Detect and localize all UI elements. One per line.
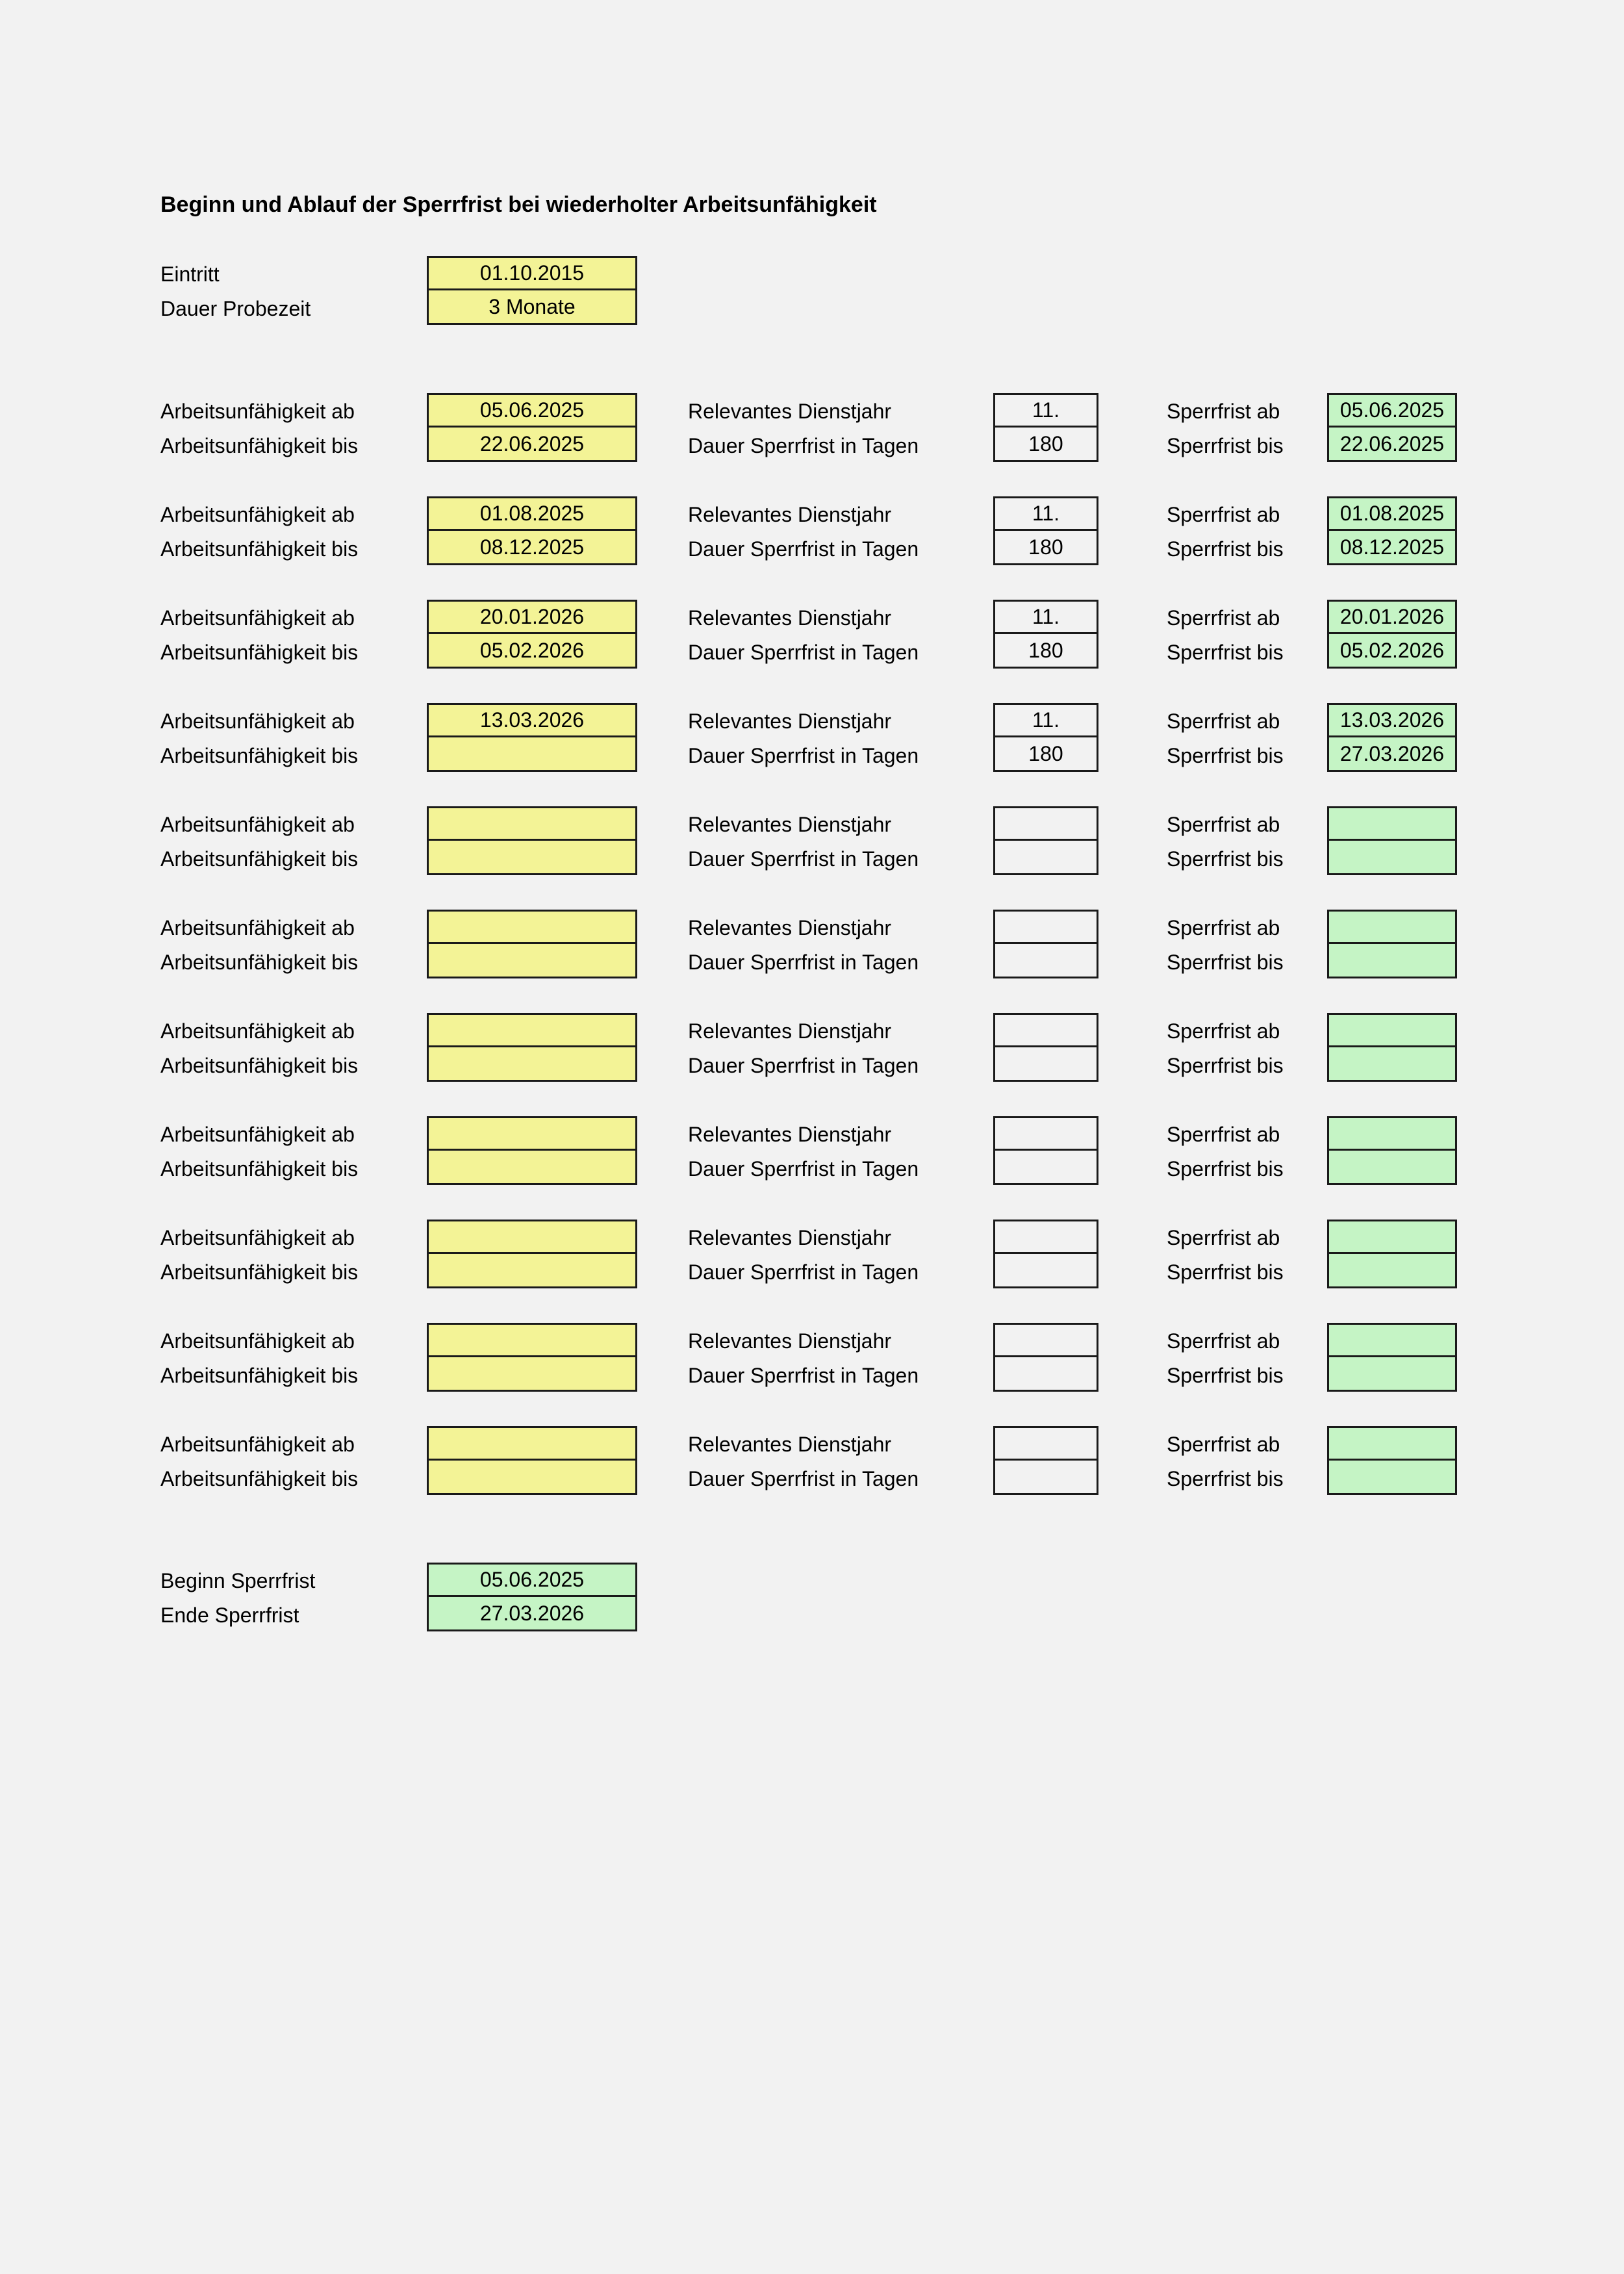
probezeit-label: Dauer Probezeit <box>160 297 311 320</box>
arbeitsunfaehigkeit-ab-label: Arbeitsunfähigkeit ab <box>160 813 355 836</box>
relevantes-dienstjahr-value: 11. <box>993 703 1098 737</box>
relevantes-dienstjahr-label: Relevantes Dienstjahr <box>688 709 892 733</box>
dauer-sperrfrist-label: Dauer Sperrfrist in Tagen <box>688 1260 919 1284</box>
beginn-sperrfrist-label: Beginn Sperrfrist <box>160 1569 316 1592</box>
sperrfrist-ab-label: Sperrfrist ab <box>1167 1329 1280 1353</box>
dauer-sperrfrist-value <box>993 1047 1098 1082</box>
sperrfrist-ab-value: 05.06.2025 <box>1327 393 1457 428</box>
arbeitsunfaehigkeit-bis-label: Arbeitsunfähigkeit bis <box>160 641 359 664</box>
dauer-sperrfrist-label: Dauer Sperrfrist in Tagen <box>688 641 919 664</box>
relevantes-dienstjahr-label: Relevantes Dienstjahr <box>688 1329 892 1353</box>
arbeitsunfaehigkeit-ab-label: Arbeitsunfähigkeit ab <box>160 1226 355 1249</box>
relevantes-dienstjahr-value <box>993 1220 1098 1254</box>
dauer-sperrfrist-value <box>993 1461 1098 1495</box>
sperrfrist-bis-value <box>1327 1151 1457 1185</box>
dauer-sperrfrist-value: 180 <box>993 634 1098 669</box>
arbeitsunfaehigkeit-ab-field[interactable] <box>427 1013 637 1047</box>
dauer-sperrfrist-value: 180 <box>993 428 1098 462</box>
sperrfrist-bis-label: Sperrfrist bis <box>1167 537 1284 561</box>
arbeitsunfaehigkeit-ab-field[interactable]: 13.03.2026 <box>427 703 637 737</box>
eintritt-field[interactable]: 01.10.2015 <box>427 256 637 290</box>
relevantes-dienstjahr-label: Relevantes Dienstjahr <box>688 916 892 939</box>
sperrfrist-ab-label: Sperrfrist ab <box>1167 1226 1280 1249</box>
ende-sperrfrist-label: Ende Sperrfrist <box>160 1603 299 1627</box>
arbeitsunfaehigkeit-ab-label: Arbeitsunfähigkeit ab <box>160 1019 355 1043</box>
sperrfrist-bis-value: 08.12.2025 <box>1327 531 1457 565</box>
sperrfrist-ab-label: Sperrfrist ab <box>1167 709 1280 733</box>
arbeitsunfaehigkeit-bis-field[interactable] <box>427 1254 637 1288</box>
dauer-sperrfrist-value <box>993 841 1098 875</box>
sperrfrist-ab-value <box>1327 1220 1457 1254</box>
arbeitsunfaehigkeit-bis-field[interactable] <box>427 944 637 978</box>
dauer-sperrfrist-value <box>993 1151 1098 1185</box>
relevantes-dienstjahr-label: Relevantes Dienstjahr <box>688 813 892 836</box>
sperrfrist-bis-label: Sperrfrist bis <box>1167 1364 1284 1387</box>
arbeitsunfaehigkeit-ab-label: Arbeitsunfähigkeit ab <box>160 400 355 423</box>
sperrfrist-ab-value <box>1327 806 1457 841</box>
sperrfrist-ab-value: 20.01.2026 <box>1327 600 1457 634</box>
arbeitsunfaehigkeit-bis-field[interactable] <box>427 1151 637 1185</box>
sperrfrist-bis-value: 05.02.2026 <box>1327 634 1457 669</box>
sperrfrist-ab-value <box>1327 1426 1457 1461</box>
sperrfrist-ab-label: Sperrfrist ab <box>1167 1123 1280 1146</box>
dauer-sperrfrist-value <box>993 1254 1098 1288</box>
dauer-sperrfrist-value: 180 <box>993 531 1098 565</box>
sperrfrist-ab-value: 13.03.2026 <box>1327 703 1457 737</box>
relevantes-dienstjahr-value: 11. <box>993 393 1098 428</box>
dauer-sperrfrist-label: Dauer Sperrfrist in Tagen <box>688 1364 919 1387</box>
sperrfrist-bis-label: Sperrfrist bis <box>1167 951 1284 974</box>
sperrfrist-ab-label: Sperrfrist ab <box>1167 606 1280 630</box>
relevantes-dienstjahr-label: Relevantes Dienstjahr <box>688 503 892 526</box>
sperrfrist-bis-label: Sperrfrist bis <box>1167 1260 1284 1284</box>
sperrfrist-bis-value <box>1327 1461 1457 1495</box>
sperrfrist-bis-label: Sperrfrist bis <box>1167 1054 1284 1077</box>
arbeitsunfaehigkeit-bis-field[interactable]: 08.12.2025 <box>427 531 637 565</box>
sperrfrist-ab-label: Sperrfrist ab <box>1167 1433 1280 1456</box>
dauer-sperrfrist-label: Dauer Sperrfrist in Tagen <box>688 1157 919 1181</box>
relevantes-dienstjahr-label: Relevantes Dienstjahr <box>688 606 892 630</box>
relevantes-dienstjahr-value <box>993 910 1098 944</box>
arbeitsunfaehigkeit-ab-label: Arbeitsunfähigkeit ab <box>160 709 355 733</box>
arbeitsunfaehigkeit-bis-label: Arbeitsunfähigkeit bis <box>160 847 359 871</box>
relevantes-dienstjahr-value <box>993 806 1098 841</box>
sperrfrist-ab-value <box>1327 1116 1457 1151</box>
dauer-sperrfrist-value: 180 <box>993 737 1098 772</box>
ende-sperrfrist-value: 27.03.2026 <box>427 1597 637 1631</box>
dauer-sperrfrist-label: Dauer Sperrfrist in Tagen <box>688 1467 919 1490</box>
sperrfrist-bis-label: Sperrfrist bis <box>1167 744 1284 767</box>
arbeitsunfaehigkeit-ab-label: Arbeitsunfähigkeit ab <box>160 1433 355 1456</box>
dauer-sperrfrist-label: Dauer Sperrfrist in Tagen <box>688 434 919 457</box>
dauer-sperrfrist-label: Dauer Sperrfrist in Tagen <box>688 847 919 871</box>
arbeitsunfaehigkeit-ab-field[interactable] <box>427 1323 637 1357</box>
arbeitsunfaehigkeit-ab-field[interactable] <box>427 1220 637 1254</box>
relevantes-dienstjahr-value <box>993 1426 1098 1461</box>
arbeitsunfaehigkeit-bis-field[interactable] <box>427 737 637 772</box>
sperrfrist-ab-value: 01.08.2025 <box>1327 496 1457 531</box>
sperrfrist-bis-value: 22.06.2025 <box>1327 428 1457 462</box>
arbeitsunfaehigkeit-bis-label: Arbeitsunfähigkeit bis <box>160 434 359 457</box>
arbeitsunfaehigkeit-bis-field[interactable] <box>427 841 637 875</box>
arbeitsunfaehigkeit-bis-label: Arbeitsunfähigkeit bis <box>160 1364 359 1387</box>
arbeitsunfaehigkeit-ab-label: Arbeitsunfähigkeit ab <box>160 1329 355 1353</box>
arbeitsunfaehigkeit-ab-field[interactable]: 05.06.2025 <box>427 393 637 428</box>
arbeitsunfaehigkeit-ab-label: Arbeitsunfähigkeit ab <box>160 606 355 630</box>
sperrfrist-ab-value <box>1327 1013 1457 1047</box>
arbeitsunfaehigkeit-bis-field[interactable] <box>427 1357 637 1392</box>
arbeitsunfaehigkeit-ab-label: Arbeitsunfähigkeit ab <box>160 503 355 526</box>
dauer-sperrfrist-label: Dauer Sperrfrist in Tagen <box>688 744 919 767</box>
arbeitsunfaehigkeit-bis-label: Arbeitsunfähigkeit bis <box>160 1054 359 1077</box>
sperrfrist-ab-label: Sperrfrist ab <box>1167 400 1280 423</box>
page-title: Beginn und Ablauf der Sperrfrist bei wiederholter Arbeitsunfähigkeit <box>160 192 877 217</box>
arbeitsunfaehigkeit-ab-field[interactable]: 01.08.2025 <box>427 496 637 531</box>
arbeitsunfaehigkeit-bis-label: Arbeitsunfähigkeit bis <box>160 537 359 561</box>
arbeitsunfaehigkeit-bis-label: Arbeitsunfähigkeit bis <box>160 951 359 974</box>
sperrfrist-ab-label: Sperrfrist ab <box>1167 813 1280 836</box>
arbeitsunfaehigkeit-bis-field[interactable] <box>427 1047 637 1082</box>
relevantes-dienstjahr-label: Relevantes Dienstjahr <box>688 1019 892 1043</box>
sperrfrist-ab-value <box>1327 1323 1457 1357</box>
arbeitsunfaehigkeit-bis-label: Arbeitsunfähigkeit bis <box>160 744 359 767</box>
sperrfrist-bis-label: Sperrfrist bis <box>1167 1157 1284 1181</box>
arbeitsunfaehigkeit-ab-field[interactable] <box>427 806 637 841</box>
relevantes-dienstjahr-label: Relevantes Dienstjahr <box>688 400 892 423</box>
relevantes-dienstjahr-label: Relevantes Dienstjahr <box>688 1433 892 1456</box>
relevantes-dienstjahr-label: Relevantes Dienstjahr <box>688 1123 892 1146</box>
dauer-sperrfrist-value <box>993 1357 1098 1392</box>
sperrfrist-bis-label: Sperrfrist bis <box>1167 434 1284 457</box>
sperrfrist-ab-label: Sperrfrist ab <box>1167 1019 1280 1043</box>
arbeitsunfaehigkeit-ab-label: Arbeitsunfähigkeit ab <box>160 1123 355 1146</box>
arbeitsunfaehigkeit-ab-field[interactable] <box>427 1426 637 1461</box>
arbeitsunfaehigkeit-bis-label: Arbeitsunfähigkeit bis <box>160 1157 359 1181</box>
sperrfrist-bis-value <box>1327 1357 1457 1392</box>
sperrfrist-bis-label: Sperrfrist bis <box>1167 641 1284 664</box>
relevantes-dienstjahr-value <box>993 1323 1098 1357</box>
arbeitsunfaehigkeit-bis-label: Arbeitsunfähigkeit bis <box>160 1467 359 1490</box>
dauer-sperrfrist-label: Dauer Sperrfrist in Tagen <box>688 537 919 561</box>
relevantes-dienstjahr-value <box>993 1013 1098 1047</box>
relevantes-dienstjahr-value <box>993 1116 1098 1151</box>
arbeitsunfaehigkeit-ab-field[interactable] <box>427 1116 637 1151</box>
relevantes-dienstjahr-label: Relevantes Dienstjahr <box>688 1226 892 1249</box>
arbeitsunfaehigkeit-ab-field[interactable] <box>427 910 637 944</box>
sperrfrist-bis-label: Sperrfrist bis <box>1167 847 1284 871</box>
arbeitsunfaehigkeit-ab-label: Arbeitsunfähigkeit ab <box>160 916 355 939</box>
sperrfrist-bis-value <box>1327 944 1457 978</box>
arbeitsunfaehigkeit-bis-field[interactable]: 22.06.2025 <box>427 428 637 462</box>
eintritt-label: Eintritt <box>160 262 220 286</box>
sperrfrist-ab-value <box>1327 910 1457 944</box>
arbeitsunfaehigkeit-bis-field[interactable]: 05.02.2026 <box>427 634 637 669</box>
arbeitsunfaehigkeit-ab-field[interactable]: 20.01.2026 <box>427 600 637 634</box>
arbeitsunfaehigkeit-bis-label: Arbeitsunfähigkeit bis <box>160 1260 359 1284</box>
sperrfrist-bis-value <box>1327 1254 1457 1288</box>
sperrfrist-ab-label: Sperrfrist ab <box>1167 916 1280 939</box>
dauer-sperrfrist-label: Dauer Sperrfrist in Tagen <box>688 951 919 974</box>
dauer-sperrfrist-label: Dauer Sperrfrist in Tagen <box>688 1054 919 1077</box>
arbeitsunfaehigkeit-bis-field[interactable] <box>427 1461 637 1495</box>
sperrfrist-bis-value: 27.03.2026 <box>1327 737 1457 772</box>
probezeit-field[interactable]: 3 Monate <box>427 290 637 325</box>
beginn-sperrfrist-value: 05.06.2025 <box>427 1563 637 1597</box>
sperrfrist-bis-value <box>1327 841 1457 875</box>
dauer-sperrfrist-value <box>993 944 1098 978</box>
relevantes-dienstjahr-value: 11. <box>993 496 1098 531</box>
relevantes-dienstjahr-value: 11. <box>993 600 1098 634</box>
sperrfrist-ab-label: Sperrfrist ab <box>1167 503 1280 526</box>
sperrfrist-bis-value <box>1327 1047 1457 1082</box>
sperrfrist-bis-label: Sperrfrist bis <box>1167 1467 1284 1490</box>
